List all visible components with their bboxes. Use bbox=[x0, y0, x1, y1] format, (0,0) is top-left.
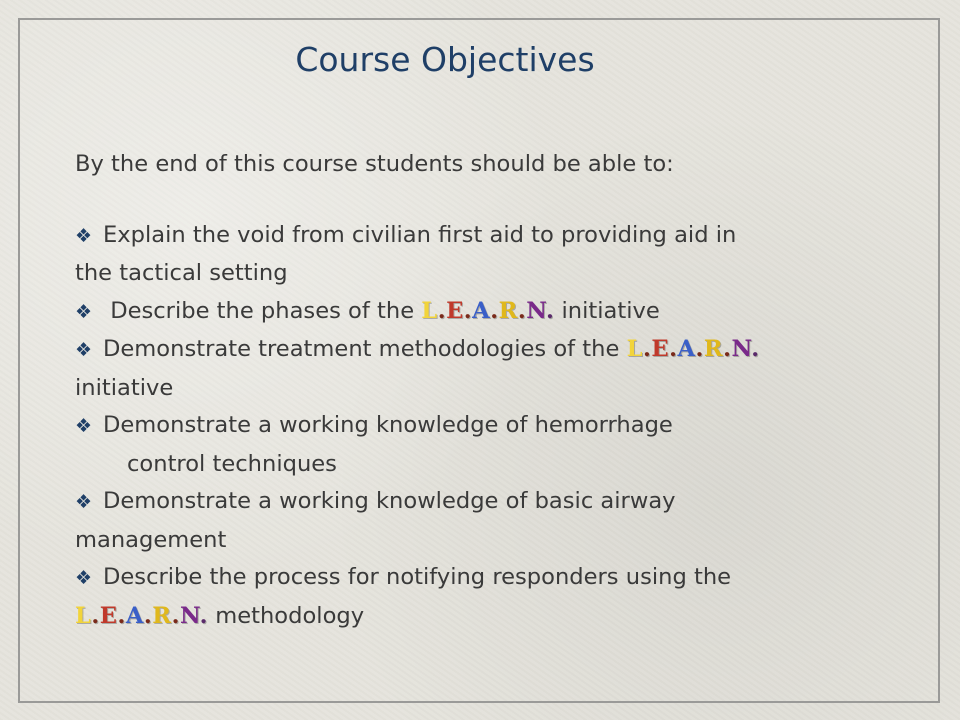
learn-letter: E bbox=[446, 297, 464, 324]
objective-text: Describe the process for notifying responders using the bbox=[103, 564, 732, 590]
learn-letter: R bbox=[498, 297, 518, 324]
learn-letter: A bbox=[472, 297, 491, 324]
learn-letter: . bbox=[545, 297, 555, 324]
objective-continuation: the tactical setting bbox=[75, 260, 288, 286]
objective-text: Describe the phases of the bbox=[110, 297, 415, 324]
objectives-body bbox=[75, 146, 875, 635]
objective-text: Demonstrate a working knowledge of hemorrhage bbox=[103, 412, 673, 438]
objective-item-2 bbox=[75, 293, 875, 332]
learn-letter: . bbox=[91, 602, 100, 629]
learn-letter: E bbox=[651, 336, 670, 362]
learn-letter: A bbox=[677, 336, 696, 362]
diamond-bullet-icon: ❖ bbox=[75, 567, 93, 589]
learn-letter: . bbox=[117, 602, 126, 629]
objective-item-1 bbox=[75, 217, 875, 256]
learn-letter: N bbox=[179, 602, 200, 629]
diamond-bullet-icon: ❖ bbox=[75, 491, 93, 513]
objective-item-3 bbox=[75, 331, 875, 370]
learn-letter: . bbox=[171, 602, 180, 629]
diamond-bullet-icon: ❖ bbox=[75, 415, 93, 437]
intro-text: By the end of this course students should be able to: bbox=[75, 151, 674, 177]
objective-continuation bbox=[75, 598, 875, 636]
learn-letter: . bbox=[463, 297, 473, 324]
learn-letter: N bbox=[526, 297, 546, 324]
learn-letter: . bbox=[490, 297, 499, 324]
objective-text: initiative bbox=[561, 297, 660, 324]
learn-letter: E bbox=[99, 602, 118, 629]
learn-letter: . bbox=[642, 336, 652, 362]
objective-continuation: management bbox=[75, 526, 227, 553]
learn-acronym bbox=[627, 336, 760, 362]
objective-text: methodology bbox=[215, 602, 365, 629]
slide-title: Course Objectives bbox=[295, 40, 595, 79]
learn-letter: . bbox=[517, 297, 527, 324]
learn-letter: A bbox=[125, 602, 144, 629]
learn-letter: . bbox=[437, 297, 447, 324]
diamond-bullet-icon: ❖ bbox=[75, 300, 93, 323]
learn-letter: L bbox=[421, 297, 438, 324]
objective-continuation: control techniques bbox=[127, 450, 337, 477]
learn-letter: N bbox=[731, 336, 752, 362]
objective-item-4 bbox=[75, 407, 875, 446]
learn-letter: R bbox=[152, 602, 172, 629]
learn-letter: L bbox=[626, 336, 643, 362]
learn-letter: L bbox=[75, 602, 92, 629]
learn-letter: . bbox=[143, 602, 153, 629]
diamond-bullet-icon: ❖ bbox=[75, 224, 93, 247]
objective-text: Demonstrate treatment methodologies of the bbox=[103, 336, 620, 362]
learn-letter: . bbox=[669, 336, 678, 362]
diamond-bullet-icon: ❖ bbox=[75, 339, 93, 361]
learn-acronym bbox=[421, 298, 554, 324]
learn-letter: . bbox=[199, 602, 209, 629]
learn-letter: . bbox=[695, 336, 704, 362]
learn-letter: . bbox=[751, 336, 760, 362]
objective-text: Explain the void from civilian first aid to providing aid in bbox=[103, 221, 737, 248]
learn-letter: R bbox=[703, 336, 724, 362]
learn-acronym bbox=[75, 603, 208, 629]
objective-item-5 bbox=[75, 483, 875, 522]
objective-continuation: initiative bbox=[75, 374, 174, 401]
objective-text: Demonstrate a working knowledge of basic airway bbox=[103, 488, 676, 514]
objective-item-6 bbox=[75, 559, 875, 598]
learn-letter: . bbox=[723, 336, 732, 362]
